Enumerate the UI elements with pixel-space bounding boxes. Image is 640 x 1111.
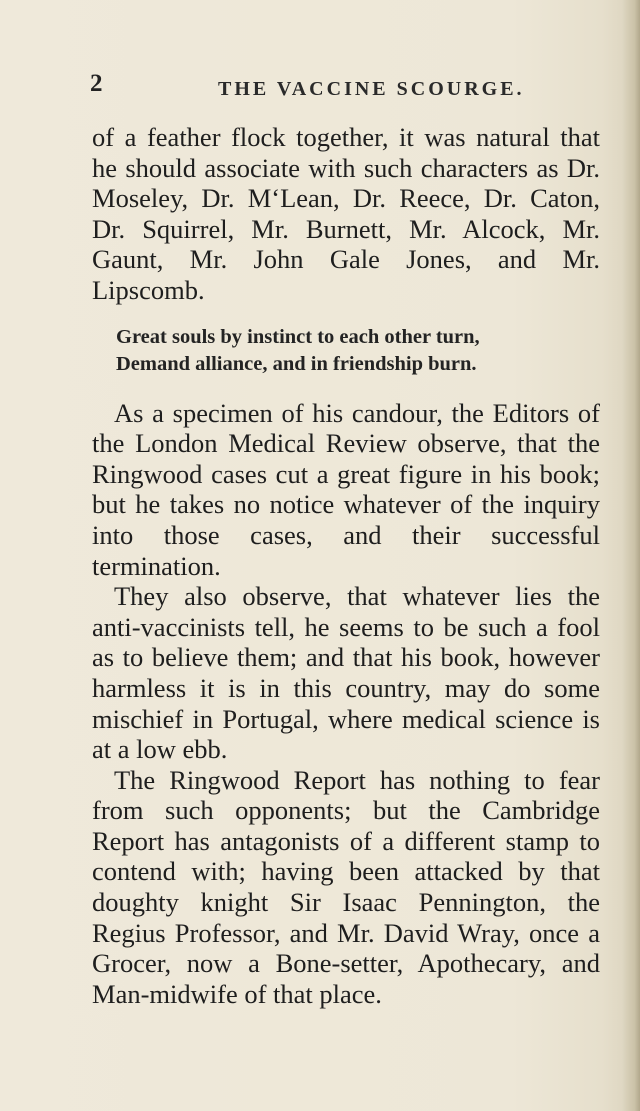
page-number: 2 [90, 70, 103, 97]
verse-line-1: Great souls by instinct to each other turn, [116, 325, 480, 348]
body-text [92, 122, 600, 1009]
paragraph-3: They also observe, that whatever lies the anti-vaccinists tell, he seems to be such a fool as to believe them; and that his book, however harmless it is in this country, may do some mischief in Portugal, where medical science is at a low ebb. [92, 581, 600, 765]
paragraph-4: The Ringwood Report has nothing to fear from such opponents; but the Cambridge Report has antagonists of a different stamp to contend with; having been attacked by that doughty knight Sir Isaac Pennington, the Regius Professor, and Mr. David Wray, once a Grocer, now a Bone-setter, Apothecary, and Man-midwife of that place. [92, 764, 600, 1009]
page-header [90, 70, 610, 108]
paragraph-1: of a feather flock together, it was natural that he should associate with such characters as Dr. Moseley, Dr. M‘Lean, Dr. Reece, Dr. Caton, Dr. Squirrel, Mr. Burnett, Mr. Alcock, Mr. Gaunt, Mr. John Gale Jones, and Mr. Lipscomb. [92, 122, 600, 305]
running-head: THE VACCINE SCOURGE. [218, 78, 525, 100]
page-edge-shadow [622, 0, 640, 1111]
verse-quotation [116, 324, 600, 378]
paragraph-2: As a specimen of his candour, the Editors of the London Medical Review observe, that the Ringwood cases cut a great figure in his book; but he takes no notice whatever of the inquiry into those cases, and their successful termination. [92, 397, 600, 581]
verse-line-2: Demand alliance, and in friendship burn. [116, 352, 477, 375]
